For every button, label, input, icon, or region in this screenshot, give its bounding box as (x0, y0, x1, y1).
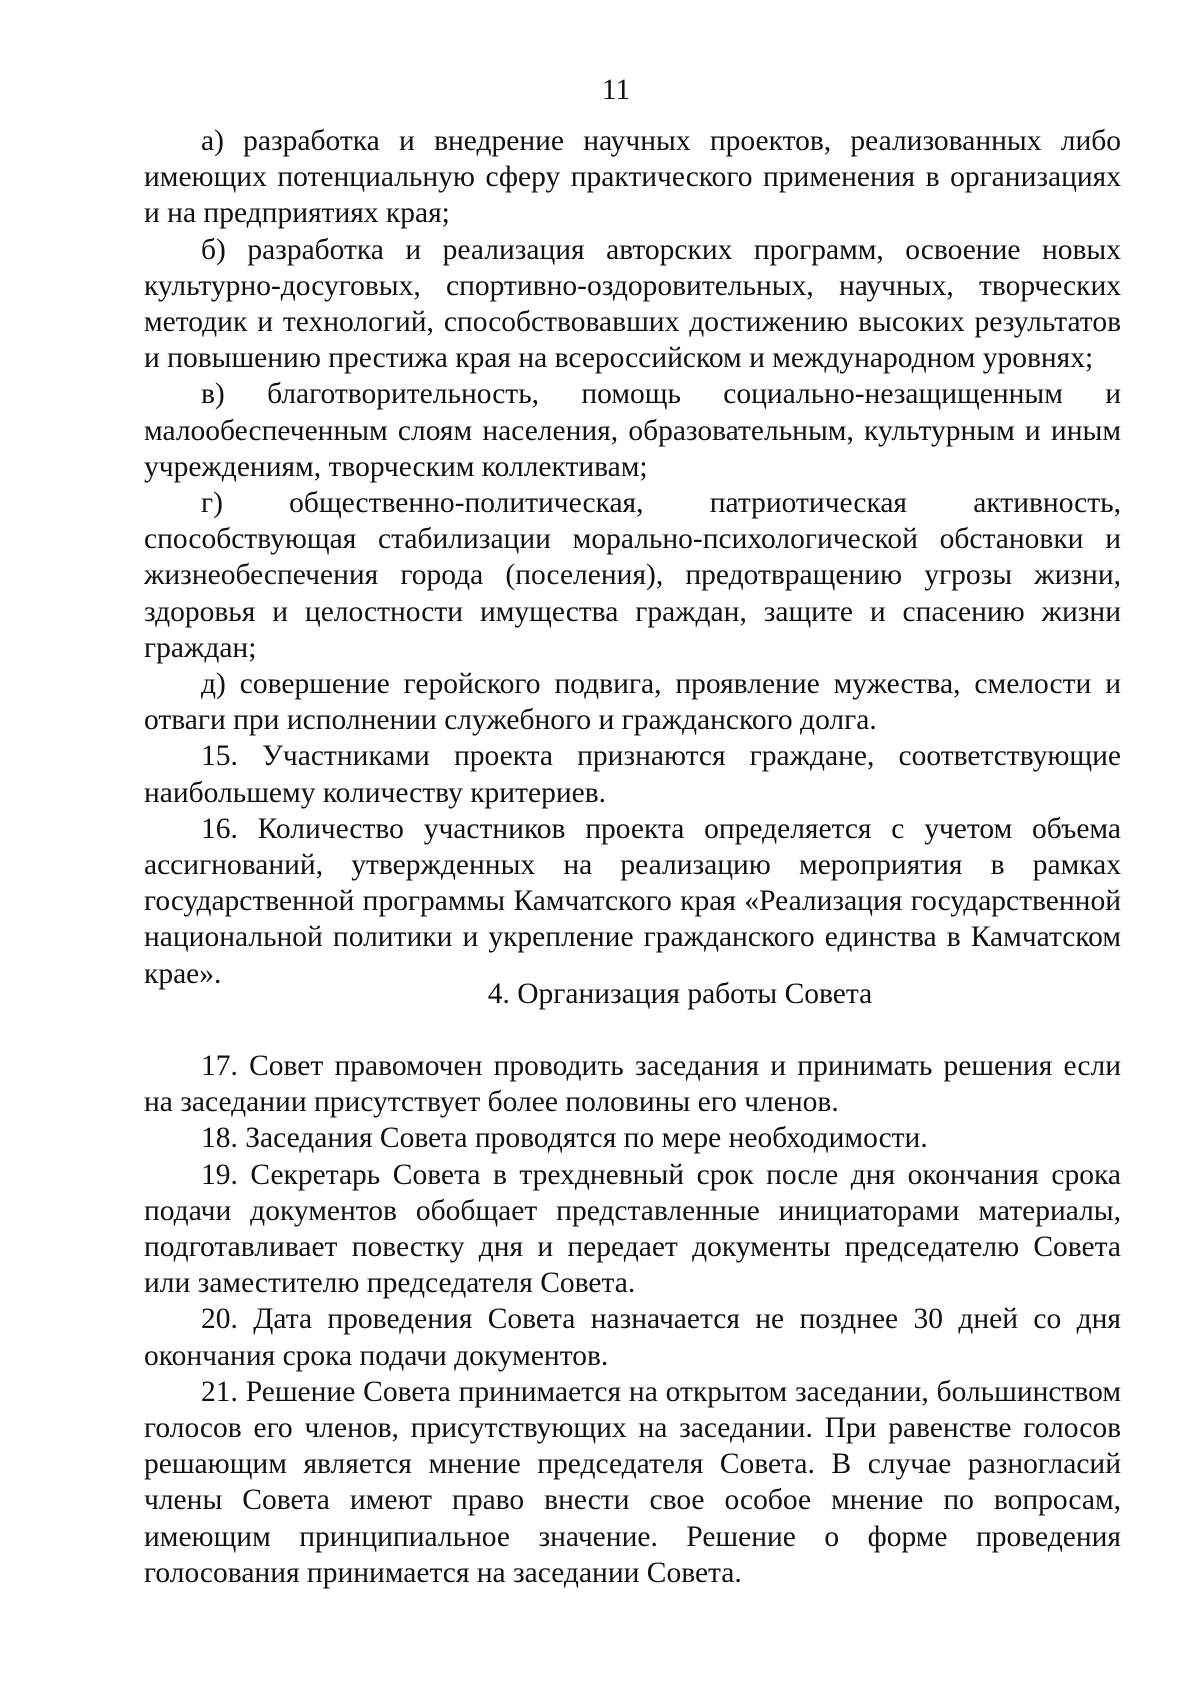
paragraphs-top (144, 123, 1121, 992)
paragraph-item-18: 18. Заседания Совета проводятся по мере необходимости. (201, 1122, 928, 1155)
paragraph-item-20: 20. Дата проведения Совета назначается не позднее 30 дней со дня окончания срока подачи документов. (144, 1303, 1121, 1372)
paragraph-criterion-a: а) разработка и внедрение научных проектов, реализованных либо имеющих потенциальную сферу практического применения в организациях и на предприятиях края; (144, 125, 1121, 230)
paragraph-item-19: 19. Секретарь Совета в трехдневный срок после дня окончания срока подачи документов обобщает представленные инициаторами материалы, подготавливает повестку дня и передает документы председателю Совета или заместителю председателя Совета. (144, 1158, 1121, 1300)
paragraph-item-17: 17. Совет правомочен проводить заседания и принимать решения если на заседании присутствует более половины его членов. (144, 1050, 1121, 1119)
page-number: 11 (601, 74, 631, 106)
section-heading: 4. Организация работы Совета (487, 978, 873, 1010)
paragraph-item-16: 16. Количество участников проекта определяется с учетом объема ассигнований, утвержденных на реализацию мероприятия в рамках государственной программы Камчатского края «Реализация государственной национальной политики и укрепление гражданского единства в Камчатском крае». (144, 812, 1121, 990)
paragraph-item-15: 15. Участниками проекта признаются граждане, соответствующие наибольшему количеству критериев. (144, 740, 1121, 809)
paragraph-criterion-d: д) совершение геройского подвига, проявление мужества, смелости и отваги при исполнении служебного и гражданского долга. (144, 668, 1121, 737)
paragraphs-bottom (144, 1048, 1121, 1591)
paragraph-criterion-g: г) общественно-политическая, патриотическая активность, способствующая стабилизации морально-психологической обстановки и жизнеобеспечения города (поселения), предотвращению угрозы жизни, здоровья и целостности имущества граждан, защите и спасению жизни граждан; (144, 487, 1121, 664)
paragraph-item-21: 21. Решение Совета принимается на открытом заседании, большинством голосов его членов, присутствующих на заседании. При равенстве голосов решающим является мнение председателя Совета. В случае разногласий члены Совета имеют право внести свое особое мнение по вопросам, имеющим принципиальное значение. Решение о форме проведения голосования принимается на заседании Совета. (144, 1375, 1121, 1589)
paragraph-criterion-b: б) разработка и реализация авторских программ, освоение новых культурно-досуговых, спортивно-оздоровительных, научных, творческих методик и технологий, способствовавших достижению высоких результатов и повышению престижа края на всероссийском и международном уровнях; (144, 233, 1121, 375)
paragraph-criterion-v: в) благотворительность, помощь социально-незащищенным и малообеспеченным слоям населения, образовательным, культурным и иным учреждениям, творческим коллективам; (144, 378, 1121, 483)
